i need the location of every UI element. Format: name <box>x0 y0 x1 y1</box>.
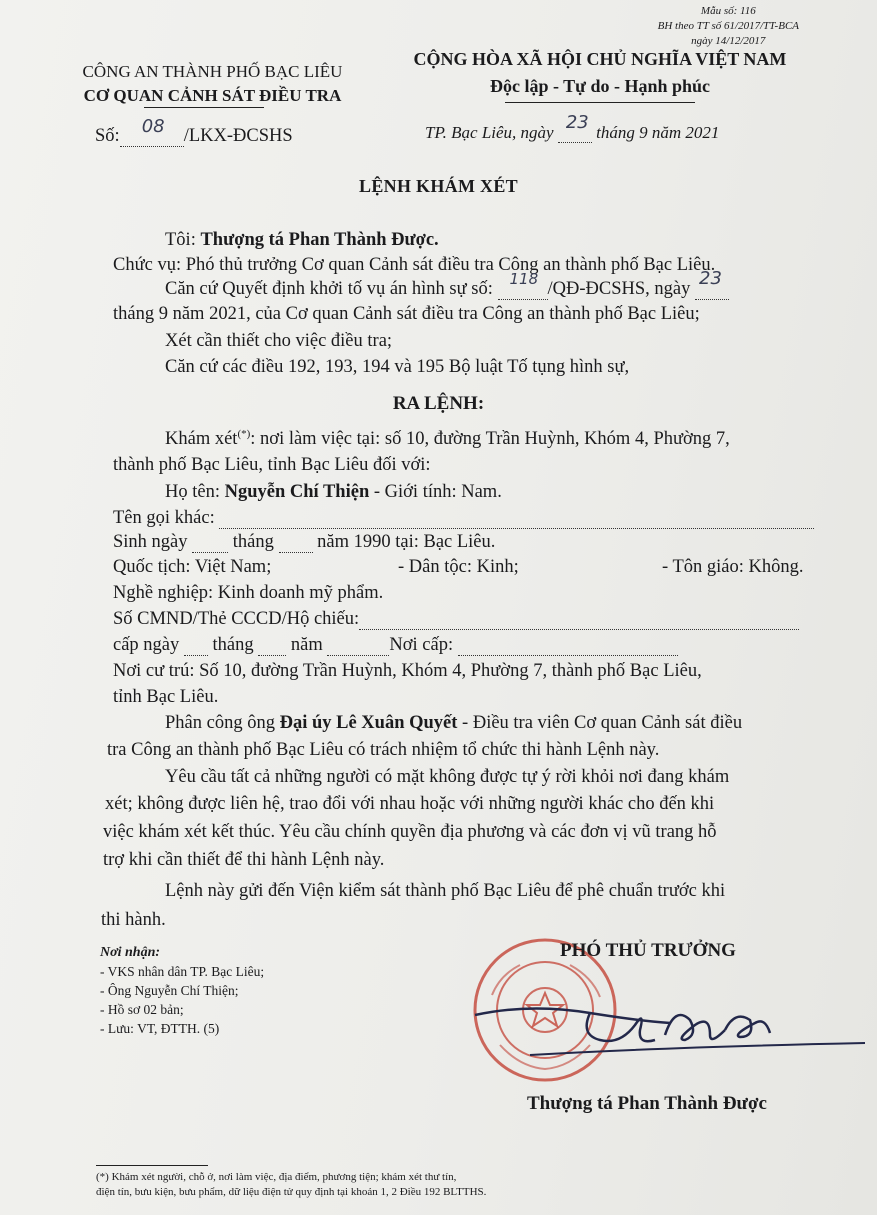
date-prefix: TP. Bạc Liêu, ngày <box>425 123 554 142</box>
recipients-block <box>100 943 264 1038</box>
subject-name: Nguyễn Chí Thiện <box>224 482 370 502</box>
alias-line <box>113 508 814 529</box>
document-number <box>95 116 293 147</box>
birth-month-blank <box>279 536 313 553</box>
handwritten-day: 23 <box>565 112 589 133</box>
signer-name: Thượng tá Phan Thành Được <box>527 1093 767 1114</box>
requirement-line1: Yêu cầu tất cả những người có mặt không được tự ý rời khỏi nơi đang khám <box>165 767 730 787</box>
id-line <box>113 609 799 630</box>
assignment-line2: tra Công an thành phố Bạc Liêu có trách nhiệm tổ chức thi hành Lệnh này. <box>107 740 660 760</box>
issuer-label: Tôi: <box>165 230 201 250</box>
requirement-line2: xét; không được liên hệ, trao đổi với nhau hoặc với những người khác cho đến khi <box>105 794 715 814</box>
issue-day-label: cấp ngày <box>113 635 180 655</box>
issue-line <box>113 635 678 656</box>
footnote-mark: (*) <box>237 428 251 440</box>
decision-day-blank <box>695 268 729 300</box>
footnote-rule <box>96 1165 208 1166</box>
issuer-line <box>165 230 439 251</box>
document-date <box>425 112 720 143</box>
footnote <box>96 1170 816 1200</box>
issue-year-label: năm <box>290 635 323 655</box>
recipient-item: - Lưu: VT, ĐTTH. (5) <box>100 1021 220 1036</box>
position-line: Chức vụ: Phó thủ trưởng Cơ quan Cảnh sát điều tra Công an thành phố Bạc Liêu. <box>113 255 716 275</box>
issuer-name: Thượng tá Phan Thành Được. <box>200 230 439 250</box>
form-number-line2: BH theo TT số 61/2017/TT-BCA <box>657 20 799 32</box>
handwritten-decision-day: 23 <box>699 268 722 289</box>
search-label: Khám xét <box>165 429 238 450</box>
occupation-line: Nghề nghiệp: Kinh doanh mỹ phẩm. <box>113 583 384 603</box>
number-prefix: Số: <box>95 126 120 146</box>
number-blank <box>120 116 184 147</box>
dispatch-line2: thi hành. <box>101 910 166 930</box>
subject-gender: - Giới tính: Nam. <box>369 482 502 502</box>
order-heading: RA LỆNH: <box>392 393 485 414</box>
date-blank <box>558 112 592 143</box>
decision-number-blank <box>498 270 548 300</box>
id-blank <box>359 613 799 630</box>
birth-month-label: tháng <box>232 532 274 552</box>
signer-title: PHÓ THỦ TRƯỞNG <box>560 940 736 961</box>
assignment-line1 <box>165 713 742 734</box>
document-title: LỆNH KHÁM XÉT <box>359 176 518 196</box>
alias-label: Tên gọi khác: <box>113 508 215 528</box>
requirement-line4: trợ khi cần thiết để thi hành Lệnh này. <box>103 850 385 870</box>
nation-header <box>385 46 815 100</box>
handwritten-decision-number: 118 <box>509 270 539 288</box>
recipients-heading: Nơi nhận: <box>100 945 161 960</box>
motto-underline <box>505 102 695 103</box>
birth-year-place: năm 1990 tại: Bạc Liêu. <box>317 532 496 552</box>
decision-basis-line <box>165 268 729 300</box>
date-suffix: tháng 9 năm 2021 <box>596 123 720 142</box>
alias-blank <box>219 512 814 529</box>
birth-line <box>113 532 495 553</box>
issue-year-blank <box>327 639 389 656</box>
issue-place-label: Nơi cấp: <box>389 635 454 655</box>
dispatch-line1: Lệnh này gửi đến Viện kiểm sát thành phố Bạc Liêu để phê chuẩn trước khi <box>165 881 726 901</box>
recipient-item: - VKS nhân dân TP. Bạc Liêu; <box>100 964 265 979</box>
issue-day-blank <box>184 639 208 656</box>
form-number <box>658 4 799 49</box>
search-location-line2: thành phố Bạc Liêu, tỉnh Bạc Liêu đối với: <box>113 455 431 475</box>
form-number-line3: ngày 14/12/2017 <box>691 35 766 47</box>
form-number-line1: Mẫu số: 116 <box>700 5 756 17</box>
agency-underline <box>144 107 264 108</box>
nation-motto: Độc lập - Tự do - Hạnh phúc <box>489 76 711 96</box>
decision-basis-text: Căn cứ Quyết định khởi tố vụ án hình sự số: <box>165 279 493 299</box>
issue-month-blank <box>258 639 286 656</box>
ethnicity: - Dân tộc: Kinh; <box>398 557 519 577</box>
footnote-line2: điện tín, bưu kiện, bưu phẩm, dữ liệu điện tử quy định tại khoản 1, 2 Điều 192 BLTTHS. <box>96 1186 487 1198</box>
subject-name-line <box>165 482 502 503</box>
issue-place-blank <box>458 639 678 656</box>
nationality: Quốc tịch: Việt Nam; <box>113 557 272 577</box>
birth-day-blank <box>192 536 228 553</box>
number-suffix: /LKX-ĐCSHS <box>183 126 293 146</box>
residence-line2: tỉnh Bạc Liêu. <box>113 687 219 707</box>
decision-code: /QĐ-ĐCSHS, ngày <box>547 279 691 299</box>
assigned-officer: Đại úy Lê Xuân Quyết <box>279 713 458 733</box>
necessity-line: Xét cần thiết cho việc điều tra; <box>165 331 393 351</box>
handwritten-number: 08 <box>141 116 165 137</box>
search-location-line1 <box>165 428 730 450</box>
agency-line1: CÔNG AN THÀNH PHỐ BẠC LIÊU <box>82 62 343 81</box>
nation-line1: CỘNG HÒA XÃ HỘI CHỦ NGHĨA VIỆT NAM <box>413 49 787 69</box>
footnote-line1: (*) Khám xét người, chỗ ở, nơi làm việc, địa điểm, phương tiện; khám xét thư tín, <box>96 1171 457 1183</box>
assigned-role: - Điều tra viên Cơ quan Cảnh sát điều <box>457 713 743 733</box>
recipient-item: - Ông Nguyễn Chí Thiện; <box>100 983 239 998</box>
subject-name-label: Họ tên: <box>165 482 225 502</box>
birth-day-label: Sinh ngày <box>113 532 188 552</box>
assignment-text: Phân công ông <box>165 713 280 733</box>
agency-line2: CƠ QUAN CẢNH SÁT ĐIỀU TRA <box>83 86 342 105</box>
search-location-text: : nơi làm việc tại: số 10, đường Trần Huỳnh, Khóm 4, Phường 7, <box>250 429 730 450</box>
agency-header <box>40 60 385 108</box>
id-label: Số CMND/Thẻ CCCD/Hộ chiếu: <box>113 609 360 629</box>
recipient-item: - Hồ sơ 02 bản; <box>100 1002 184 1017</box>
requirement-line3: việc khám xét kết thúc. Yêu cầu chính quyền địa phương và các đơn vị vũ trang hỗ <box>103 822 717 842</box>
decision-date-line: tháng 9 năm 2021, của Cơ quan Cảnh sát điều tra Công an thành phố Bạc Liêu; <box>113 304 700 324</box>
residence-line1: Nơi cư trú: Số 10, đường Trần Huỳnh, Khóm 4, Phường 7, thành phố Bạc Liêu, <box>113 661 702 681</box>
issue-month-label: tháng <box>212 635 254 655</box>
legal-basis-line: Căn cứ các điều 192, 193, 194 và 195 Bộ luật Tố tụng hình sự, <box>165 357 630 377</box>
religion: - Tôn giáo: Không. <box>662 557 804 577</box>
signature-icon <box>470 985 870 1075</box>
